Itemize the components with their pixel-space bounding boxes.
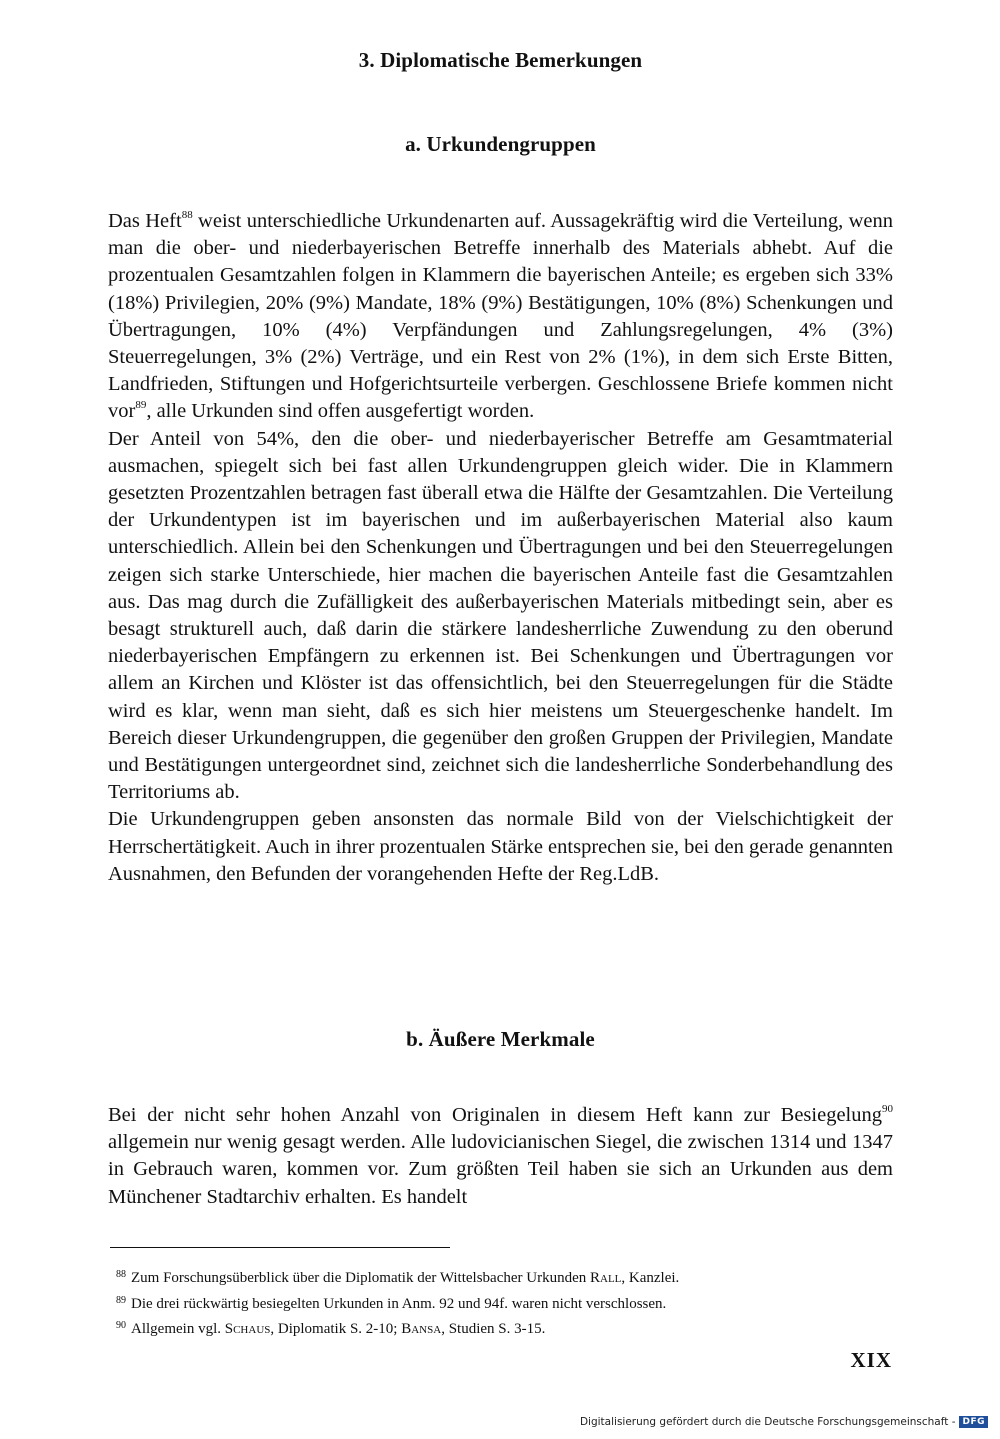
subsection-heading-a: a. Urkundengruppen: [405, 132, 596, 156]
text-run: Bei der nicht sehr hohen Anzahl von Originalen in diesem Heft kann zur Besiegelung: [108, 1104, 882, 1126]
footnote-text: , Diplomatik S. 2-10;: [270, 1321, 402, 1337]
paragraph: [108, 1102, 893, 1211]
footnote-text: , Kanzlei.: [621, 1270, 680, 1286]
text-run: weist unterschiedliche Urkundenarten auf. Aussagekräftig wird die Verteilung, wenn man die ober- und niederbayerischen Betreffe innerhalb des Materials abhebt. Auf die prozentualen Gesamtzahlen folgen in Klammern die bayerischen Anteile; es ergeben sich 33% (18%) Privilegien, 20% (9%) Mandate, 18% (9%) Bestätigungen, 10% (8%) Schenkungen und Übertragungen, 10% (4%) Verpfändungen und Zahlungsregelungen, 4% (3%) Steuerregelungen, 3% (2%) Verträge, und ein Rest von 2% (1%), in dem sich Erste Bitten, Landfrieden, Stiftungen und Hofgerichtsurteile verbergen. Geschlossene Briefe kommen nicht vor: [108, 210, 894, 423]
subsection-heading-b: b. Äußere Merkmale: [406, 1027, 595, 1051]
footnote-text: Die drei rückwärtig besiegelten Urkunden in Anm. 92 und 94f. waren nicht verschlossen.: [131, 1295, 667, 1312]
section-a-body: [108, 208, 893, 888]
footnote-ref[interactable]: 88: [181, 209, 193, 221]
paragraph: [108, 208, 893, 426]
page-number: XIX: [850, 1348, 892, 1372]
section-b-body: [108, 1102, 893, 1211]
author-name: Bansa: [401, 1321, 442, 1337]
footnote-text: , Studien S. 3-15.: [441, 1321, 546, 1337]
footnote-90: [116, 1315, 876, 1341]
footnote-number: 88: [116, 1269, 126, 1280]
author-name: Rall: [590, 1270, 622, 1286]
paragraph: Der Anteil von 54%, den die ober- und niederbayerischer Betreffe am Gesamtmaterial ausmachen, spiegelt sich bei fast allen Urkundengruppen gleich wider. Die in Klammern gesetzten Prozentzahlen betragen fast überall etwa die Hälfte der Gesamtzahlen. Die Verteilung der Urkundentypen ist im bayerischen und im außerbayerischen Material also kaum unterschiedlich. Allein bei den Schenkungen und Übertragungen und bei den Steuerregelungen zeigen sich starke Unterschiede, hier machen die bayerischen Anteile fast die Gesamtzahlen aus. Das mag durch die Zufälligkeit des außerbayerischen Materials mitbedingt sein, aber es besagt strukturell auch, daß darin die stärkere landesherrliche Zuwendung zu den oberund niederbayerischen Empfängern zu erkennen ist. Bei Schenkungen und Übertragungen vor allem an Kirchen und Klöster ist das offensichtlich, bei den Steuerregelungen für die Städte wird es klar, wenn man sieht, daß es sich hier meistens um Steuergeschenke handelt. Im Bereich dieser Urkundengruppen, die gegenüber den großen Gruppen der Privilegien, Mandate und Bestätigungen untergeordnet sind, zeichnet sich die landesherrliche Sonderbehandlung des Territoriums ab.: [108, 427, 893, 804]
footnote-89: [116, 1290, 876, 1316]
footnote-divider: [110, 1247, 450, 1248]
footnote-text: Zum Forschungsüberblick über die Diplomatik der Wittelsbacher Urkunden: [131, 1270, 591, 1286]
footnote-ref[interactable]: 89: [135, 399, 147, 412]
footnote-ref[interactable]: 90: [882, 1103, 893, 1115]
footnote-number: 89: [116, 1294, 126, 1306]
digitization-credit: [580, 1416, 988, 1428]
dfg-logo-icon: DFG: [959, 1416, 988, 1428]
credit-text: Digitalisierung gefördert durch die Deutsche Forschungsgemeinschaft -: [579, 1416, 956, 1428]
author-name: Schaus: [224, 1321, 271, 1337]
text-run: Das Heft: [108, 210, 182, 232]
section-heading: 3. Diplomatische Bemerkungen: [358, 48, 643, 72]
text-run: allgemein nur wenig gesagt werden. Alle ludovicianischen Siegel, die zwischen 1314 und 1347 in Gebrauch waren, kommen vor. Zum größten Teil haben sie sich an Urkunden aus dem Münchener Stadtarchiv erhalten. Es handelt: [108, 1131, 893, 1208]
text-run: , alle Urkunden sind offen ausgefertigt worden.: [146, 400, 535, 423]
paragraph: Die Urkundengruppen geben ansonsten das normale Bild von der Vielschichtigkeit der Herrschertätigkeit. Auch in ihrer prozentualen Stärke entsprechen sie, bei den gerade genannten Ausnahmen, den Befunden der vorangehenden Hefte der Reg.LdB.: [108, 808, 893, 885]
footnote-text: Allgemein vgl.: [131, 1321, 225, 1337]
footnote-number: 90: [116, 1320, 126, 1331]
footnote-88: [116, 1264, 876, 1290]
footnotes: [116, 1264, 876, 1341]
